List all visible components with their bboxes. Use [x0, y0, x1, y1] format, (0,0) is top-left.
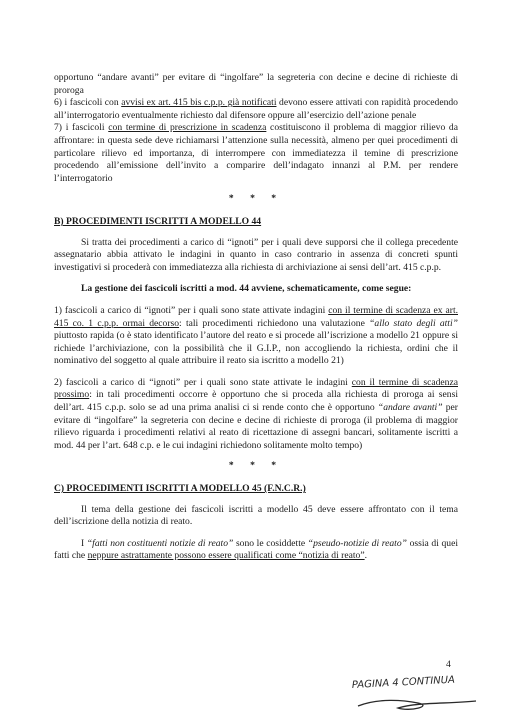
text-fragment: 6) i fascicoli con [54, 97, 122, 109]
text-fragment: 2) fascicoli a carico di “ignoti” per i quali sono state attivate le indagini [54, 376, 352, 388]
signature-scribble [358, 700, 476, 709]
section-c-intro: Il tema della gestione dei fascicoli iscritti a modello 45 deve essere affrontato con il tema dell’iscrizione della notizia di reato. [54, 503, 458, 528]
italic-text: “andare avanti” [377, 402, 443, 414]
page-number: 4 [446, 659, 451, 670]
text-fragment: sono le cosiddette [233, 537, 308, 549]
section-separator: * * * [228, 193, 284, 205]
handwritten-note-text: PAGINA 4 CONTINUA [351, 674, 456, 691]
section-b-heading: B) PROCEDIMENTI ISCRITTI A MODELLO 44 [54, 215, 262, 227]
text-fragment: per evitare di “ingolfare” la segreteria con decine e decine di richieste di proroga (il problema di maggior rilievo riguarda i procedimenti relativi al reato di ricettazione di assegni bancari, solitamente iscritti a mod. 44 per l’art. 648 c.p. e le cui indagini richiedono solitamente molto tempo) [54, 402, 458, 451]
list-item-7 [54, 122, 458, 185]
handwritten-note [348, 672, 498, 716]
document-body [54, 72, 458, 563]
list-item-6 [54, 97, 458, 122]
underlined-text: neppure astrattamente possono essere qualificati come “notizia di reato” [87, 550, 365, 562]
text-fragment: ossia di quei fatti che [54, 537, 458, 562]
section-b-bold-line: La gestione dei fascicoli iscritti a mod. 44 avviene, schematicamente, come segue: [81, 283, 412, 295]
underlined-text: con il termine di scadenza ex art. 415 co. 1 c.p.p. ormai decorso [54, 304, 459, 329]
section-c-definition [54, 538, 458, 563]
text-fragment: costituiscono il problema di maggior rilievo da affrontare: in questa sede deve richiamarsi l’attenzione sulla necessità, almeno per quei procedimenti di particolare rilievo ed importanza, di interrompere con immediatezza il temine di prescrizione procedendo all’emissione dell’invito a comparire dell’indagato innanzi al P.M. per rendere l’interrogatorio [54, 122, 458, 184]
section-b-intro: Si tratta dei procedimenti a carico di “ignoti” per i quali deve supporsi che il collega precedente assegnatario abbia attivato le indagini in quanto in caso contrario in assenza di concreti spunti investigativi si procederà con immediatezza alla richiesta di archiviazione ai sensi dell’art. 415 c.p.p. [54, 236, 458, 273]
italic-text: “pseudo-notizie di reato” [307, 537, 407, 549]
text-fragment: : tali procedimenti richiedono una valutazione [179, 317, 370, 329]
paragraph-top-continuation: opportuno “andare avanti” per evitare di “ingolfare” la segreteria con decine e decine di richieste di proroga [54, 72, 458, 96]
italic-text: “allo stato degli atti” [369, 317, 458, 329]
text-fragment: devono essere attivati con rapidità procedendo all’interrogatorio eventualmente richiesto dal difensore oppure all’esercizio dell’azione penale [54, 97, 458, 121]
underlined-text: con termine di prescrizione in scadenza [108, 122, 267, 134]
text-fragment: piuttosto rapida (o è stato identificato l’autore del reato e si procede all’iscrizione a modello 21 oppure si richiede l’archiviazione, con la possibilità che il G.I.P., non accogliendo la richiesta, ordini che il nominativo del soggetto al quale attribuire il reato sia iscritto a modello 21) [54, 330, 458, 367]
text-fragment: : in tali procedimenti occorre è opportuno che si proceda alla richiesta di proroga ai sensi dell’art. 415 c.p.p. solo se ad una prima analisi ci si rende conto che è opportuno [54, 389, 458, 414]
section-b-item-2 [54, 377, 458, 453]
section-b-item-1 [54, 305, 458, 368]
section-c-heading: C) PROCEDIMENTI ISCRITTI A MODELLO 45 (F.N.C.R.) [54, 483, 306, 495]
text-fragment: . [364, 550, 368, 562]
underlined-text: avvisi ex art. 415 bis c.p.p. già notificati [121, 97, 277, 109]
text-fragment: I [81, 537, 87, 549]
section-separator: * * * [228, 460, 284, 472]
underlined-text: con il termine di scadenza prossimo [54, 376, 458, 401]
text-fragment: 7) i fascicoli [54, 122, 109, 134]
text-fragment: 1) fascicoli a carico di “ignoti” per i quali sono state attivate indagini [54, 304, 329, 316]
italic-text: “fatti non costituenti notizie di reato” [86, 537, 234, 549]
